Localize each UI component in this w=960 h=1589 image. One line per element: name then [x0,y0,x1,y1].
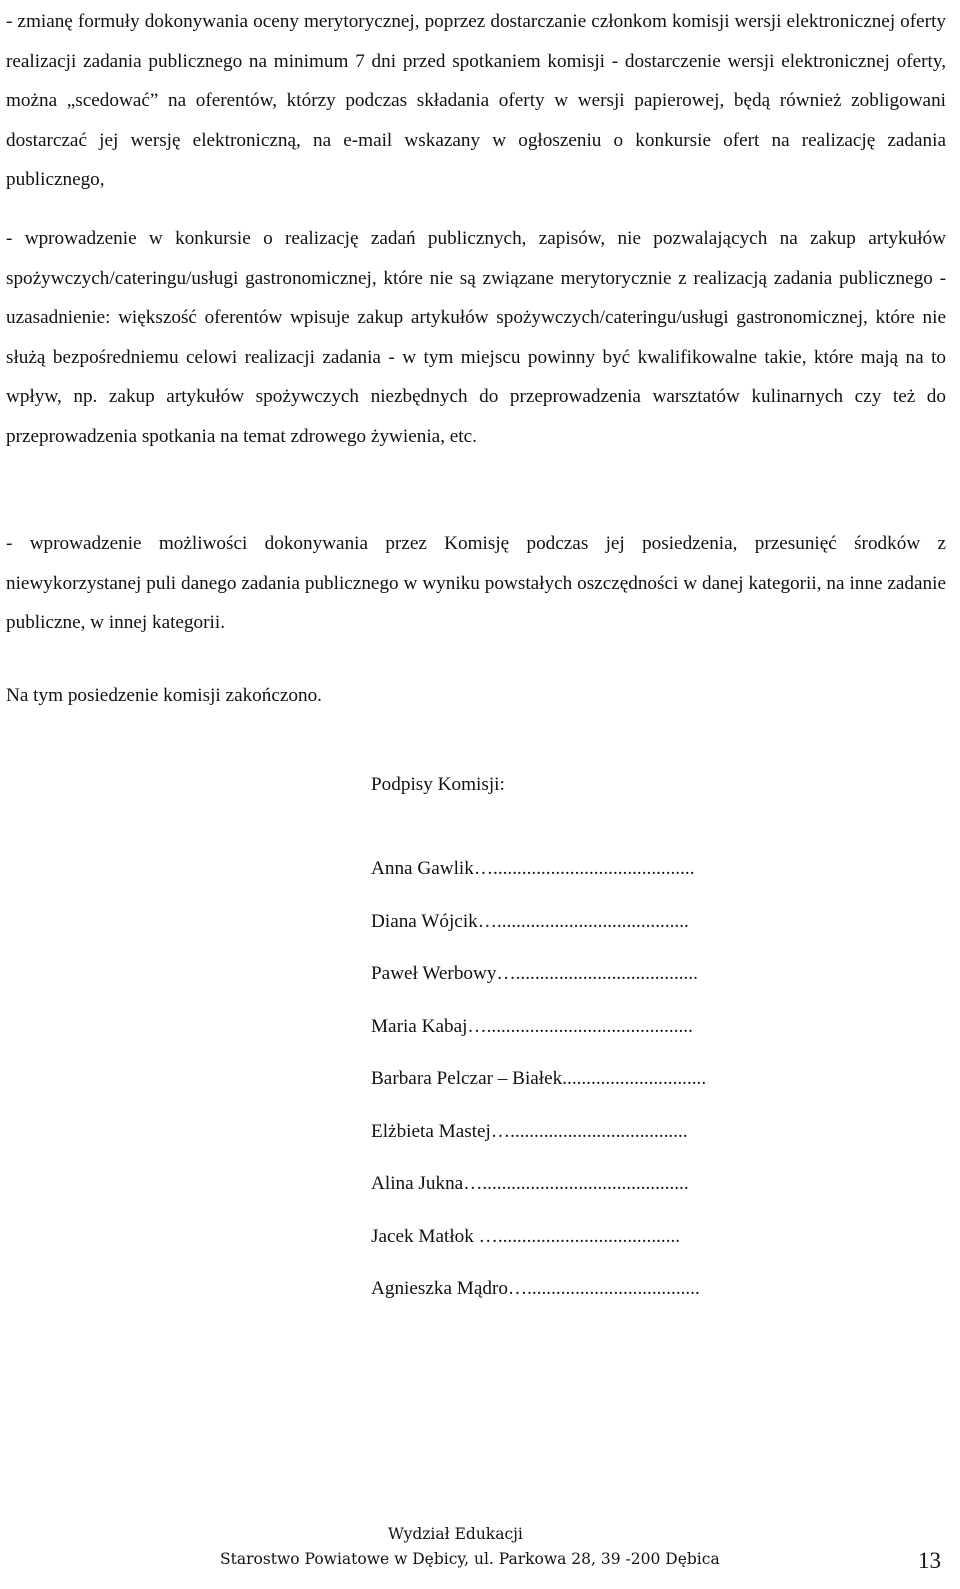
signature-line: Jacek Matłok …...................................... [371,1225,681,1247]
signature-line: Diana Wójcik…........................................ [371,910,689,932]
footer-address: Starostwo Powiatowe w Dębicy, ul. Parkowa 28, 39 -200 Dębica [220,1550,720,1568]
closing-statement: Na tym posiedzenie komisji zakończono. [6,685,322,706]
signature-line: Agnieszka Mądro….................................... [371,1278,700,1299]
signature-line: Barbara Pelczar – Białek.............................. [371,1068,707,1089]
body-paragraph-3: - wprowadzenie możliwości dokonywania przez Komisję podczas jej posiedzenia, przesunięć środków z niewykorzystanej puli danego zadania publicznego w wyniku powstałych oszczędności w danej kategorii, na inne zadanie publiczne, w innej kategorii. [6,533,946,634]
signatures-heading: Podpisy Komisji: [371,774,505,795]
signature-line: Maria Kabaj…........................................... [371,1015,693,1037]
signature-line: Paweł Werbowy…...................................... [371,963,698,984]
body-paragraph-2: - wprowadzenie w konkursie o realizację zadań publicznych, zapisów, nie pozwalających na zakup artykułów spożywczych/cateringu/usługi gastronomicznej, które nie są związane merytorycznie z realizacją zadania publicznego - uzasadnienie: większość oferentów wpisuje zakup artykułów spożywczych/cateringu/usługi gastronomicznej, które nie służą bezpośredniemu celowi realizacji zadania - w tym miejscu powinny być kwalifikowalne takie, które mają na to wpływ, np. zakup artykułów spożywczych niezbędnych do przeprowadzenia warsztatów kulinarnych czy też do przeprowadzenia spotkania na temat zdrowego żywienia, etc. [6,228,946,447]
signature-line: Elżbieta Mastej…..................................... [371,1120,688,1142]
body-paragraph-1: - zmianę formuły dokonywania oceny merytorycznej, poprzez dostarczanie członkom komisji wersji elektronicznej oferty realizacji zadania publicznego na minimum 7 dni przed spotkaniem komisji - dostarczenie wersji elektronicznej oferty, można „scedować” na oferentów, którzy podczas składania oferty w wersji papierowej, będą również zobligowani dostarczać jej wersję elektroniczną, na e-mail wskazany w ogłoszeniu o konkursie ofert na realizację zadania publicznego, [6,11,946,191]
signature-line: Alina Jukna…........................................... [371,1173,689,1194]
signature-line: Anna Gawlik….......................................... [371,858,695,879]
signature-list [371,857,706,1330]
page-number: 13 [918,1548,941,1573]
footer-department: Wydział Edukacji [388,1525,523,1543]
